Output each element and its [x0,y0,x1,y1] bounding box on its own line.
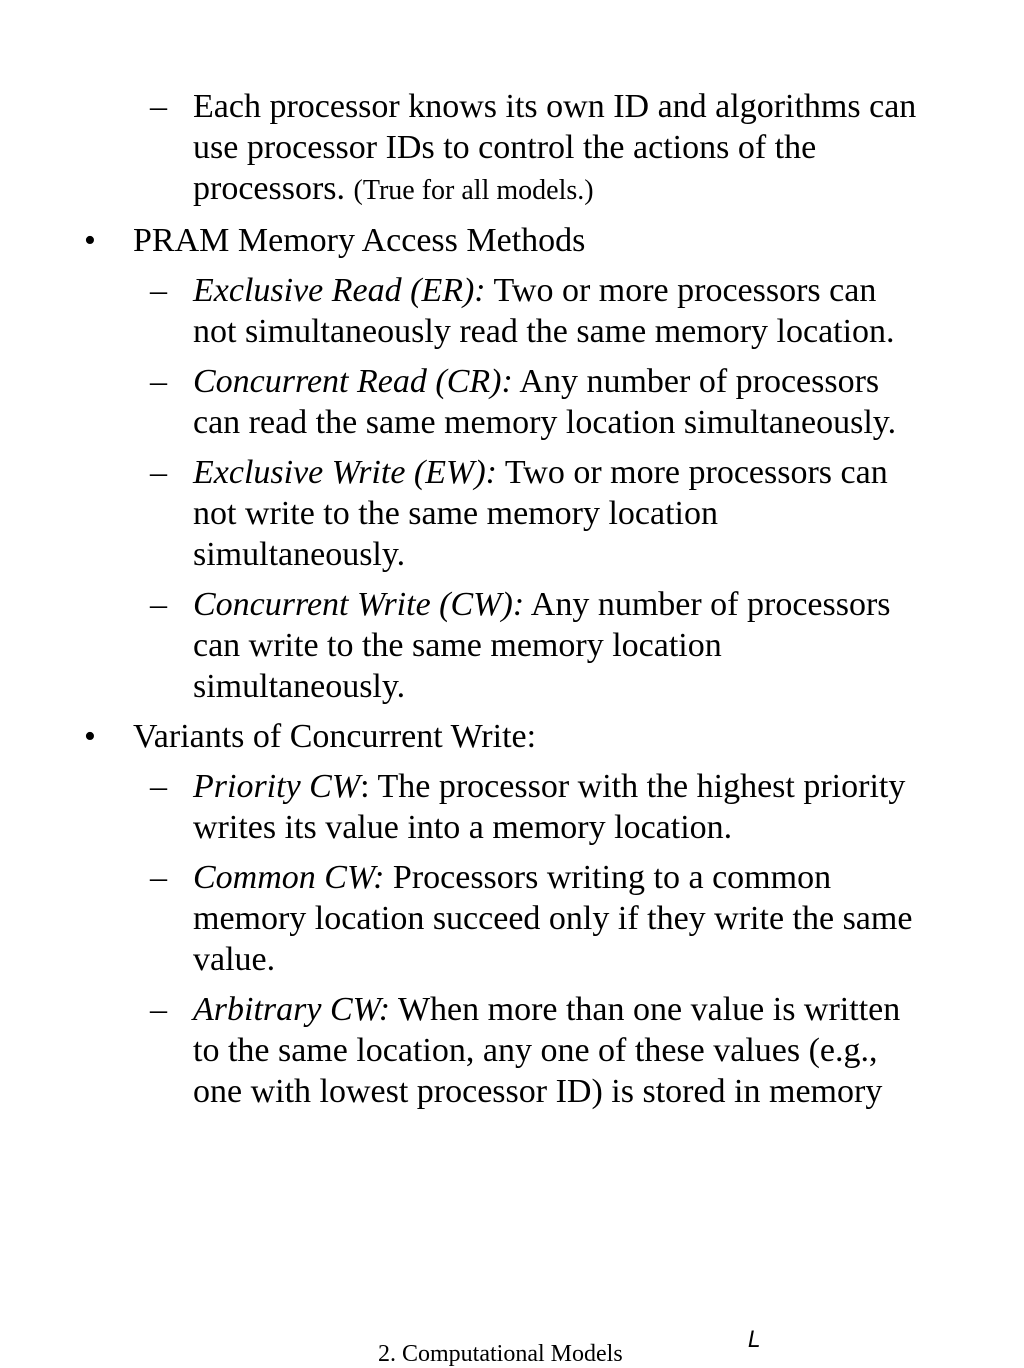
sub-bullet-common-cw [0,857,923,980]
item-text: : The processor with the highest priority writes its value into a memory location. [193,768,906,846]
footer-title: 2. Computational Models [378,1341,623,1367]
sub-bullet-exclusive-write [0,452,923,575]
item-term: Concurrent Write (CW): [193,586,525,623]
item-term: Arbitrary CW: [193,991,391,1028]
dash-marker: – [150,586,167,623]
bullet-marker: • [84,222,96,259]
dash-marker: – [150,88,167,125]
item-term: Concurrent Read (CR): [193,363,513,400]
bullet-memory-access-methods [0,220,933,261]
dash-marker: – [150,363,167,400]
item-note: (True for all models.) [353,175,594,206]
item-text: When more than one value is written to the same location, any one of these values (e.g., one with lowest processor ID) is stored in memory [193,991,901,1110]
item-text: Any number of processors can read the same memory location simultaneously. [193,363,897,441]
item-text: Variants of Concurrent Write: [133,718,537,755]
page-mark: L [748,1328,761,1353]
bullet-concurrent-write-variants [0,716,933,757]
sub-bullet-arbitrary-cw [0,989,923,1112]
item-text: Processors writing to a common memory location succeed only if they write the same value. [193,859,913,978]
sub-bullet-priority-cw [0,766,923,848]
item-text: PRAM Memory Access Methods [133,222,586,259]
dash-marker: – [150,768,167,805]
sub-bullet-concurrent-read [0,361,923,443]
item-term: Exclusive Write (EW): [193,454,497,491]
item-text: Each processor knows its own ID and algorithms can use processor IDs to control the actions of the processors. [193,88,917,207]
slide-body [0,86,1024,1112]
dash-marker: – [150,991,167,1028]
bullet-marker: • [84,718,96,755]
dash-marker: – [150,859,167,896]
sub-bullet-processor-id [0,86,923,211]
dash-marker: – [150,454,167,491]
item-text: Two or more processors can not write to the same memory location simultaneously. [193,454,905,573]
sub-bullet-concurrent-write [0,584,923,707]
item-term: Common CW: [193,859,385,896]
item-text: Two or more processors can not simultaneously read the same memory location. [193,272,895,350]
sub-bullet-exclusive-read [0,270,923,352]
dash-marker: – [150,272,167,309]
item-text: Any number of processors can write to the same memory location simultaneously. [193,586,891,705]
item-term: Priority CW [193,768,361,805]
item-term: Exclusive Read (ER): [193,272,486,309]
